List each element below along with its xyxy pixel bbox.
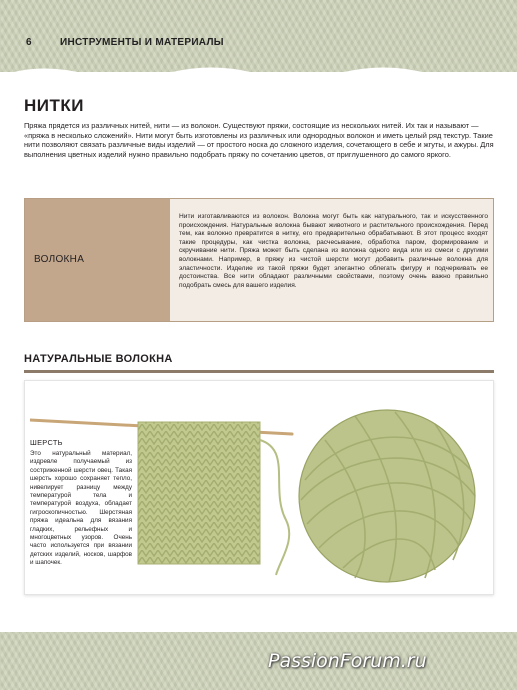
fibers-box	[24, 198, 494, 322]
section-divider	[24, 370, 494, 373]
fibers-label-panel	[25, 199, 170, 321]
wool-description: Это натуральный материал, издревле получаемый из состриженной шерсти овец. Такая шерсть хорошо сохраняет тепло, нивелирует разницу между температурой тела и температурой воздуха, обладает гигроскопичностью. Шерстяная пряжа идеальна для вязания гладких, рельефных и многоцветных узоров. Очень часто используется при вязании детских изделий, носков, шарфов и шапочек.	[30, 450, 132, 567]
threads-intro-text: Пряжа прядется из различных нитей, нити — из волокон. Существуют пряжи, состоящие из нескольких нитей. Их так и называют — «пряжа в несколько сложений». Нити могут быть изготовлены из различных или однородных волокон и иметь целый ряд текстур. Такие нити позволяют связать различные виды изделий — от простого носка до сложного изделия, сочетающего в себе и жгуты, и ажуры. Для выполнения цветных изделий нужно правильно подобрать пряжу по сочетанию цветов, от приглушенного до самого яркого.	[24, 121, 494, 159]
page-number: 6	[26, 37, 32, 48]
fibers-label: ВОЛОКНА	[34, 254, 85, 265]
wool-heading: ШЕРСТЬ	[30, 438, 63, 447]
section-title: ИНСТРУМЕНТЫ И МАТЕРИАЛЫ	[60, 37, 224, 48]
fibers-text: Нити изготавливаются из волокон. Волокна могут быть как натурального, так и искусственного происхождения. Натуральные волокна бывают животного и растительного происхождения. Перед тем, как волокно превратится в нитку, его предварительно обрабатывают. В этот процесс входят такие процедуры, как чистка волокна, расчесывание, обработка паром, формирование и скручивание нити. Пряжа может быть сделана из волокна одного вида или из смеси с другими волокнами. Например, в пряжу из чистой шерсти могут добавить различные волокна для эластичности. Изделие из такой пряжи будет элегантно облегать фигуру и подчеркивать ее достоинства. Все нити обладают различными свойствами, поэтому очень важно правильно подобрать смесь для вашего изделия.	[179, 213, 488, 289]
threads-heading: НИТКИ	[24, 96, 84, 115]
bottom-knitted-border	[0, 628, 517, 690]
yarn-ball-image	[285, 400, 490, 590]
watermark: PassionForum.ru	[268, 650, 427, 672]
natural-fibers-heading: НАТУРАЛЬНЫЕ ВОЛОКНА	[24, 353, 173, 365]
